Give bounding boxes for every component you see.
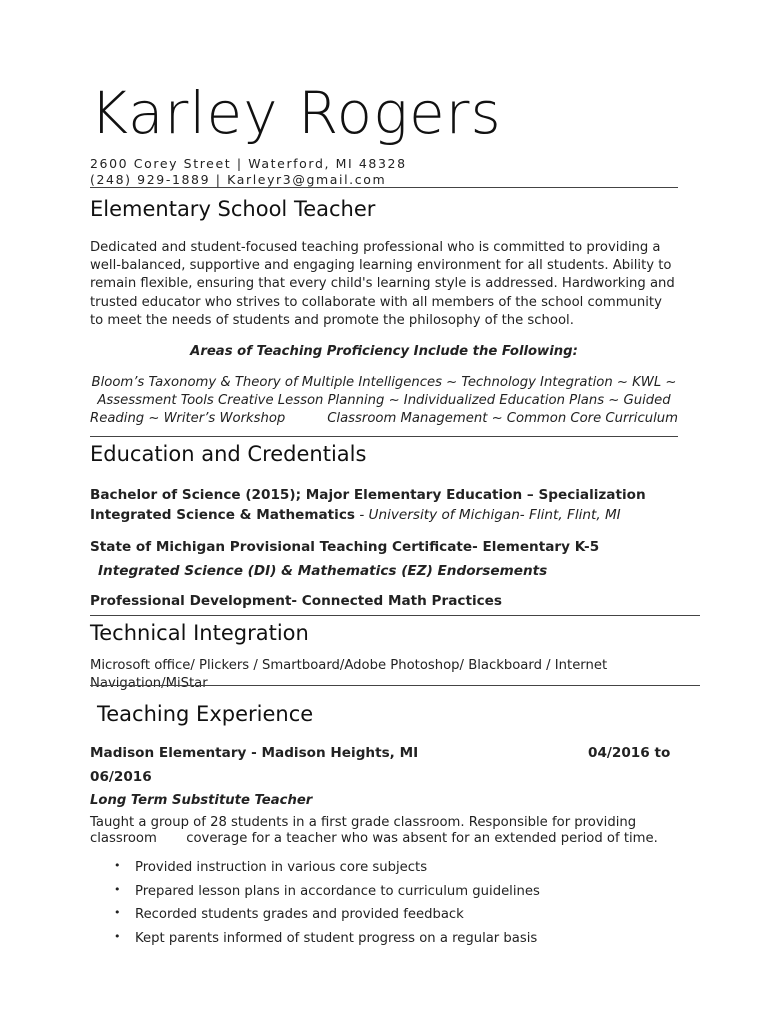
proficiency-line: Reading ~ Writer’s Workshop Classroom Management ~ Common Core Curriculum <box>90 411 678 427</box>
education-heading: Education and Credentials <box>90 442 367 466</box>
university: - University of Michigan- Flint, Flint, MI <box>355 507 621 523</box>
technical-heading: Technical Integration <box>90 621 309 645</box>
experience-heading: Teaching Experience <box>97 702 314 726</box>
professional-development: Professional Development- Connected Math Practices <box>90 593 502 609</box>
list-item <box>90 884 690 908</box>
duty-text: Kept parents informed of student progress on a regular basis <box>135 930 538 946</box>
section-divider <box>90 615 700 616</box>
proficiency-line: Assessment Tools Creative Lesson Planning ~ Individualized Education Plans ~ Guided <box>97 393 671 409</box>
certificate-line: State of Michigan Provisional Teaching Certificate- Elementary K-5 <box>90 539 600 555</box>
header-divider <box>90 187 678 188</box>
candidate-name: Karley Rogers <box>90 79 502 147</box>
role-description <box>90 815 700 847</box>
technical-line: Microsoft office/ Plickers / Smartboard/Adobe Photoshop/ Blackboard / Internet <box>90 658 608 673</box>
summary-line: Dedicated and student-focused teaching professional who is committed to providing a <box>90 240 661 255</box>
bullet-icon: • <box>114 859 121 872</box>
bullet-icon: • <box>114 929 121 943</box>
duty-text: Provided instruction in various core subjects <box>135 860 428 875</box>
duties-list <box>90 860 690 954</box>
degree-line: Bachelor of Science (2015); Major Elementary Education – Specialization <box>90 487 646 503</box>
job-title: Elementary School Teacher <box>90 197 376 221</box>
summary-line: to meet the needs of students and promote the philosophy of the school. <box>90 312 574 328</box>
proficiency-heading: Areas of Teaching Proficiency Include the Following: <box>190 344 578 359</box>
technical-list <box>90 657 700 693</box>
summary-line: trusted educator who strives to collaborate with all members of the school community <box>90 294 662 310</box>
phone-email-line: (248) 929-1889 | Karleyr3@gmail.com <box>90 172 387 187</box>
summary-line: remain flexible, ensuring that every child's learning style is addressed. Hardworking and <box>90 276 675 292</box>
address-line: 2600 Corey Street | Waterford, MI 48328 <box>90 156 407 171</box>
endorsements-line: Integrated Science (DI) & Mathematics (EZ) Endorsements <box>98 563 548 579</box>
duty-text: Prepared lesson plans in accordance to curriculum guidelines <box>135 883 540 899</box>
dates-start: 04/2016 to <box>588 745 671 761</box>
degree-specialization: Integrated Science & Mathematics <box>90 507 355 523</box>
proficiency-list <box>84 374 684 429</box>
duty-text: Recorded students grades and provided feedback <box>135 907 464 922</box>
employer: Madison Elementary - Madison Heights, MI <box>90 745 419 761</box>
summary-paragraph <box>90 239 690 330</box>
bullet-icon: • <box>114 906 121 919</box>
description-line: classroom coverage for a teacher who was absent for an extended period of time. <box>90 831 658 846</box>
technical-line: Navigation/MiStar <box>90 676 208 692</box>
section-divider <box>90 685 700 686</box>
degree-line-2 <box>90 505 621 525</box>
section-divider <box>90 436 678 437</box>
dates-end: 06/2016 <box>90 769 152 785</box>
bullet-icon: • <box>114 882 121 896</box>
role-title: Long Term Substitute Teacher <box>90 793 313 808</box>
list-item <box>90 907 690 931</box>
description-line: Taught a group of 28 students in a first grade classroom. Responsible for providing <box>90 815 637 830</box>
summary-line: well-balanced, supportive and engaging learning environment for all students. Ability to <box>90 258 672 274</box>
list-item <box>90 860 690 884</box>
proficiency-line: Bloom’s Taxonomy & Theory of Multiple Intelligences ~ Technology Integration ~ KWL ~ <box>91 375 677 390</box>
list-item <box>90 931 690 955</box>
